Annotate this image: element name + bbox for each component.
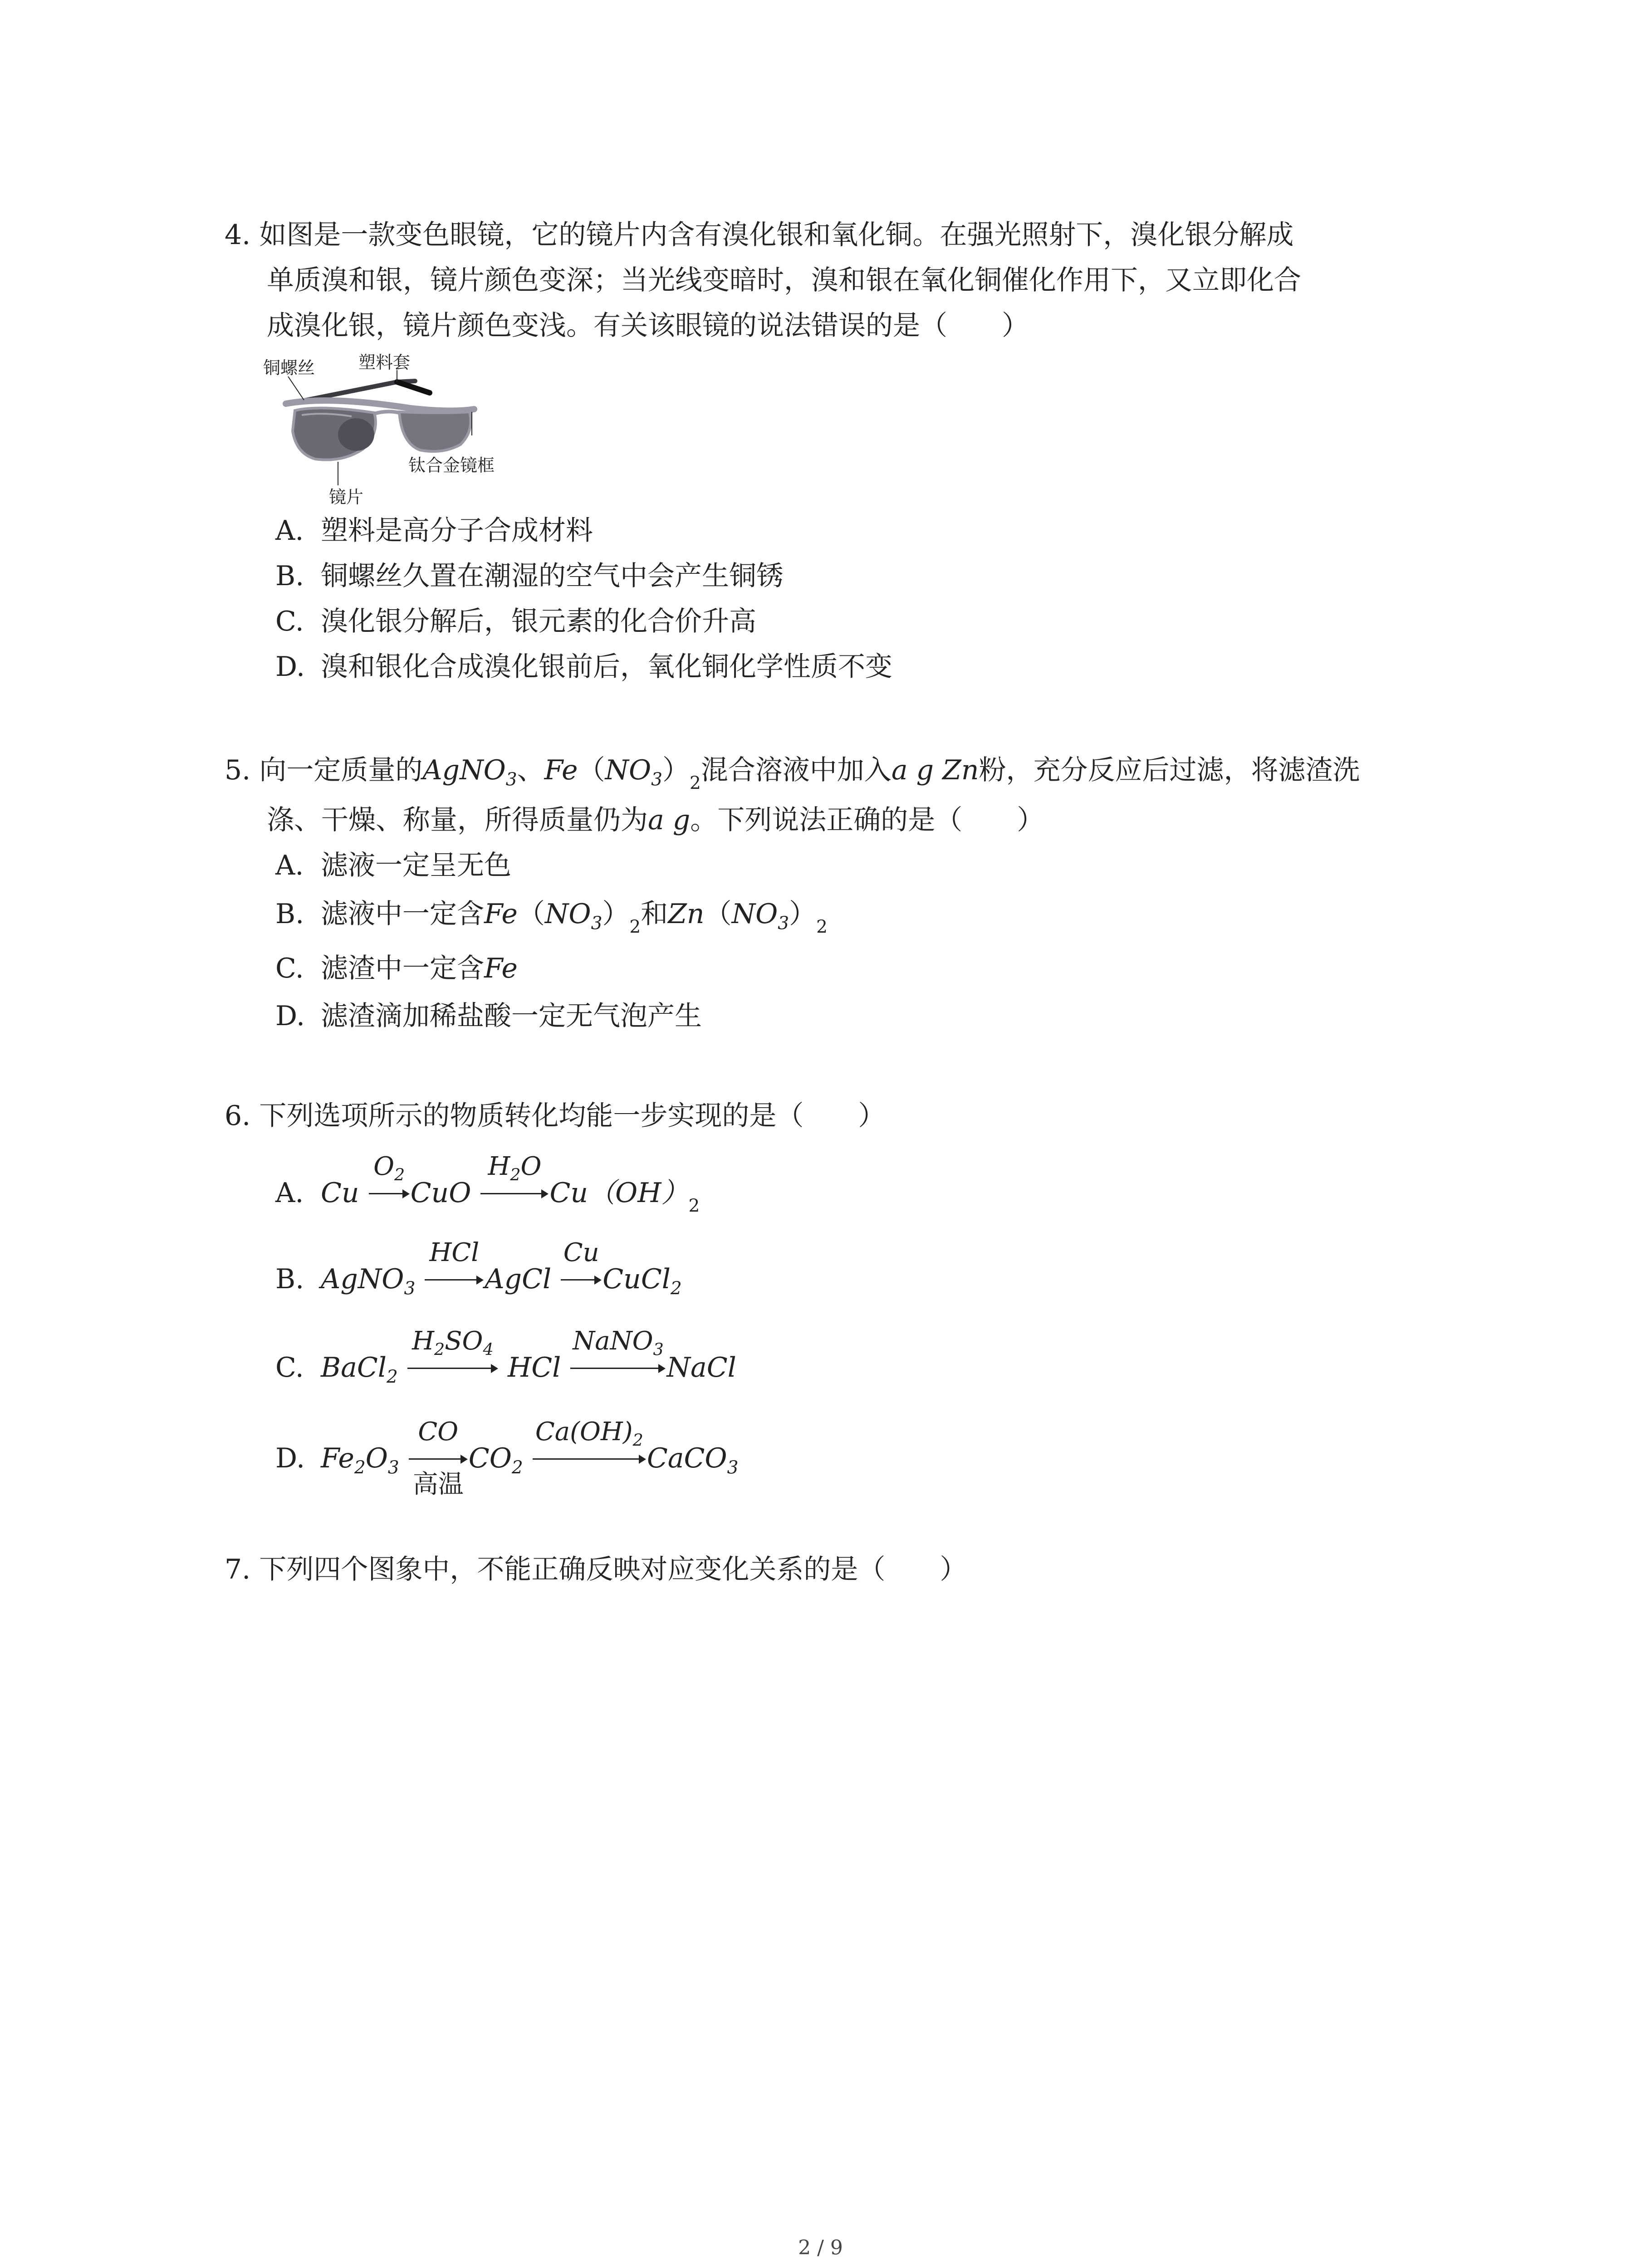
titanium-frame-label: 钛合金镜框 [408,455,495,475]
q4-line-2: 单质溴和银，镜片颜色变深；当光线变暗时，溴和银在氧化铜催化作用下，又立即化合 [267,264,1301,296]
page-number: 2 / 9 [798,2236,843,2259]
q4-option-c: C. 溴化银分解后，银元素的化合价升高 [275,606,756,637]
q6-option-c: C. BaCl$_2$ $H_2SO_4$ HCl NaNO$_3$ NaCl [275,1326,736,1388]
q6-option-d: D. $Fe_2O_3$ CO 高温 $CO_2$ $Ca(OH)_2$ CaCO$_3$ [275,1417,739,1499]
q4-line-3: 成溴化银，镜片颜色变浅。有关该眼镜的说法错误的是（ ） [267,310,1029,342]
copper-screw-label: 铜螺丝 [263,358,315,378]
sunglasses-figure [261,354,515,510]
q4-option-d: D. 溴和银化合成溴化银前后，氧化铜化学性质不变 [275,651,892,683]
q5-option-c: C. 滤渣中一定含Fe [275,953,518,984]
q4-option-b: B. 铜螺丝久置在潮湿的空气中会产生铜锈 [275,560,784,592]
q4-line-1: 4. 如图是一款变色眼镜，它的镜片内含有溴化银和氧化铜。在强光照射下，溴化银分解成 [225,219,1294,251]
q4-option-a: A. 塑料是高分子合成材料 [275,515,593,547]
q5-line-1: 5. 向一定质量的AgNO$_3$、$Fe(NO_3)_2$混合溶液中加入a g Zn粉，充分反应后过滤，将滤渣洗 [225,754,1360,794]
q6-stem: 6. 下列选项所示的物质转化均能一步实现的是（ ） [225,1100,886,1132]
q6-option-a: A. Cu $O_2$ CuO $H_2O$ $Cu(OH)_2$ [275,1152,700,1217]
lens-label: 镜片 [329,487,364,507]
plastic-sleeve-label: 塑料套 [358,352,411,372]
q5-option-d: D. 滤渣滴加稀盐酸一定无气泡产生 [275,1000,702,1032]
q6-option-b: B. AgNO$_3$ HCl AgCl Cu CuCl$_2$ [275,1238,682,1299]
q5-line-2: 涤、干燥、称量，所得质量仍为a g。下列说法正确的是（ ） [267,804,1044,836]
q5-option-a: A. 滤液一定呈无色 [275,850,511,881]
q5-option-b: B. 滤液中一定含$Fe(NO_3)_2$和$Zn(NO_3)_2$ [275,898,828,938]
q7-stem: 7. 下列四个图象中，不能正确反映对应变化关系的是（ ） [225,1554,967,1585]
